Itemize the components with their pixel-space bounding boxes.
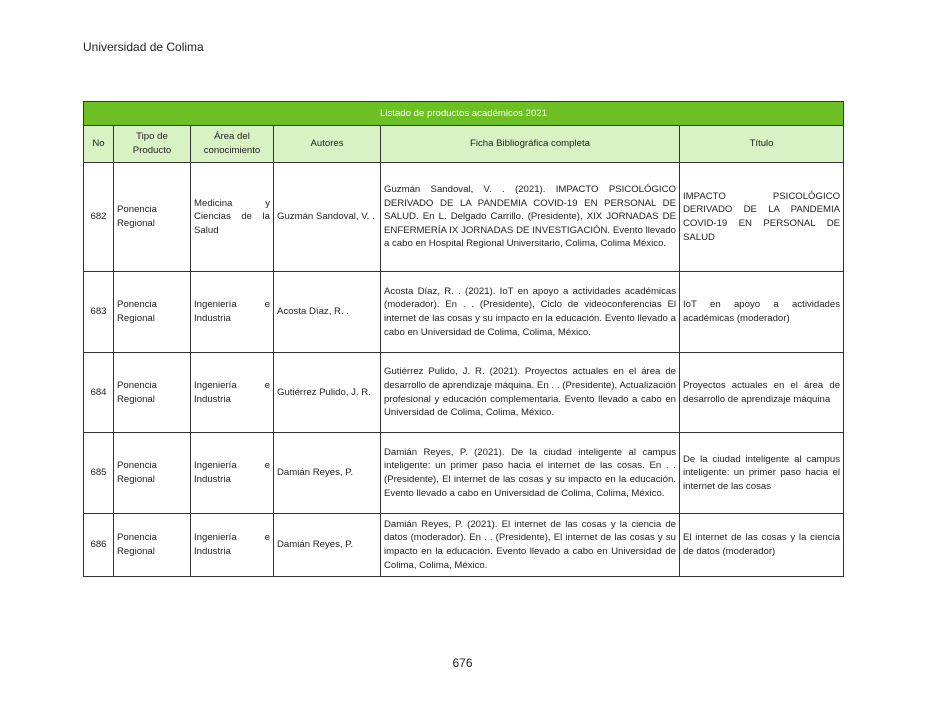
table-row: [84, 163, 844, 272]
cell-tipo: Ponencia Regional: [114, 514, 191, 577]
cell-autores: Acosta Díaz, R. .: [274, 272, 381, 353]
cell-titulo: El internet de las cosas y la ciencia de datos (moderador): [680, 514, 844, 577]
running-header: Universidad de Colima: [83, 40, 204, 54]
col-ficha: Ficha Bibliográfica completa: [381, 126, 680, 163]
cell-no: 683: [84, 272, 114, 353]
cell-area: Ingeniería e Industria: [191, 272, 274, 353]
cell-ficha: Damián Reyes, P. (2021). De la ciudad inteligente al campus inteligente: un primer paso hacia el internet de las cosas. En . . (Presidente), El internet de las cosas y su impacto en la educación. Evento llevado a cabo en Universidad de Colima, Colima, México.: [381, 433, 680, 514]
cell-ficha: Acosta Díaz, R. . (2021). IoT en apoyo a actividades académicas (moderador). En . . (Presidente), Ciclo de videoconferencias El internet de las cosas y su impacto en la educación. Evento llevado a cabo en Universidad de Colima, Colima, México.: [381, 272, 680, 353]
cell-titulo: De la ciudad inteligente al campus inteligente: un primer paso hacia el internet de las cosas: [680, 433, 844, 514]
cell-tipo: Ponencia Regional: [114, 353, 191, 433]
cell-no: 686: [84, 514, 114, 577]
cell-area: Ingeniería e Industria: [191, 353, 274, 433]
table-row: [84, 272, 844, 353]
cell-tipo: Ponencia Regional: [114, 433, 191, 514]
cell-no: 684: [84, 353, 114, 433]
col-titulo: Título: [680, 126, 844, 163]
cell-tipo: Ponencia Regional: [114, 163, 191, 272]
cell-no: 685: [84, 433, 114, 514]
col-autores: Autores: [274, 126, 381, 163]
table-row: [84, 353, 844, 433]
col-no: No: [84, 126, 114, 163]
cell-titulo: IoT en apoyo a actividades académicas (moderador): [680, 272, 844, 353]
cell-ficha: Guzmán Sandoval, V. . (2021). IMPACTO PSICOLÓGICO DERIVADO DE LA PANDEMIA COVID-19 EN PERSONAL DE SALUD. En L. Delgado Carrillo. (Presidente), XIX JORNADAS DE ENFERMERÍA IX JORNADAS DE INVESTIGACIÓN. Evento llevado a cabo en Hospital Regional Universitario, Colima, Colima México.: [381, 163, 680, 272]
cell-autores: Damián Reyes, P.: [274, 514, 381, 577]
cell-autores: Guzmán Sandoval, V. .: [274, 163, 381, 272]
cell-no: 682: [84, 163, 114, 272]
cell-ficha: Gutiérrez Pulido, J. R. (2021). Proyectos actuales en el área de desarrollo de aprendizaje máquina. En . . (Presidente), Actualización profesional y educación complementaria. Evento llevado a cabo en Universidad de Colima, Colima, México.: [381, 353, 680, 433]
cell-tipo: Ponencia Regional: [114, 272, 191, 353]
cell-area: Ingeniería e Industria: [191, 514, 274, 577]
cell-titulo: Proyectos actuales en el área de desarrollo de aprendizaje máquina: [680, 353, 844, 433]
table-title: Listado de productos académicos 2021: [84, 102, 844, 126]
cell-area: Medicina y Ciencias de la Salud: [191, 163, 274, 272]
column-headers: [84, 126, 844, 163]
cell-autores: Gutiérrez Pulido, J. R.: [274, 353, 381, 433]
page-number: 676: [452, 656, 473, 670]
cell-titulo: IMPACTO PSICOLÓGICO DERIVADO DE LA PANDEMIA COVID-19 EN PERSONAL DE SALUD: [680, 163, 844, 272]
table-row: [84, 514, 844, 577]
cell-area: Ingeniería e Industria: [191, 433, 274, 514]
cell-ficha: Damián Reyes, P. (2021). El internet de las cosas y la ciencia de datos (moderador). En . . (Presidente), El internet de las cosas y su impacto en la educación. Evento llevado a cabo en Universidad de Colima, Colima, México.: [381, 514, 680, 577]
products-table: [83, 101, 844, 577]
col-area: Área del conocimiento: [191, 126, 274, 163]
col-tipo: Tipo de Producto: [114, 126, 191, 163]
cell-autores: Damián Reyes, P.: [274, 433, 381, 514]
table-row: [84, 433, 844, 514]
